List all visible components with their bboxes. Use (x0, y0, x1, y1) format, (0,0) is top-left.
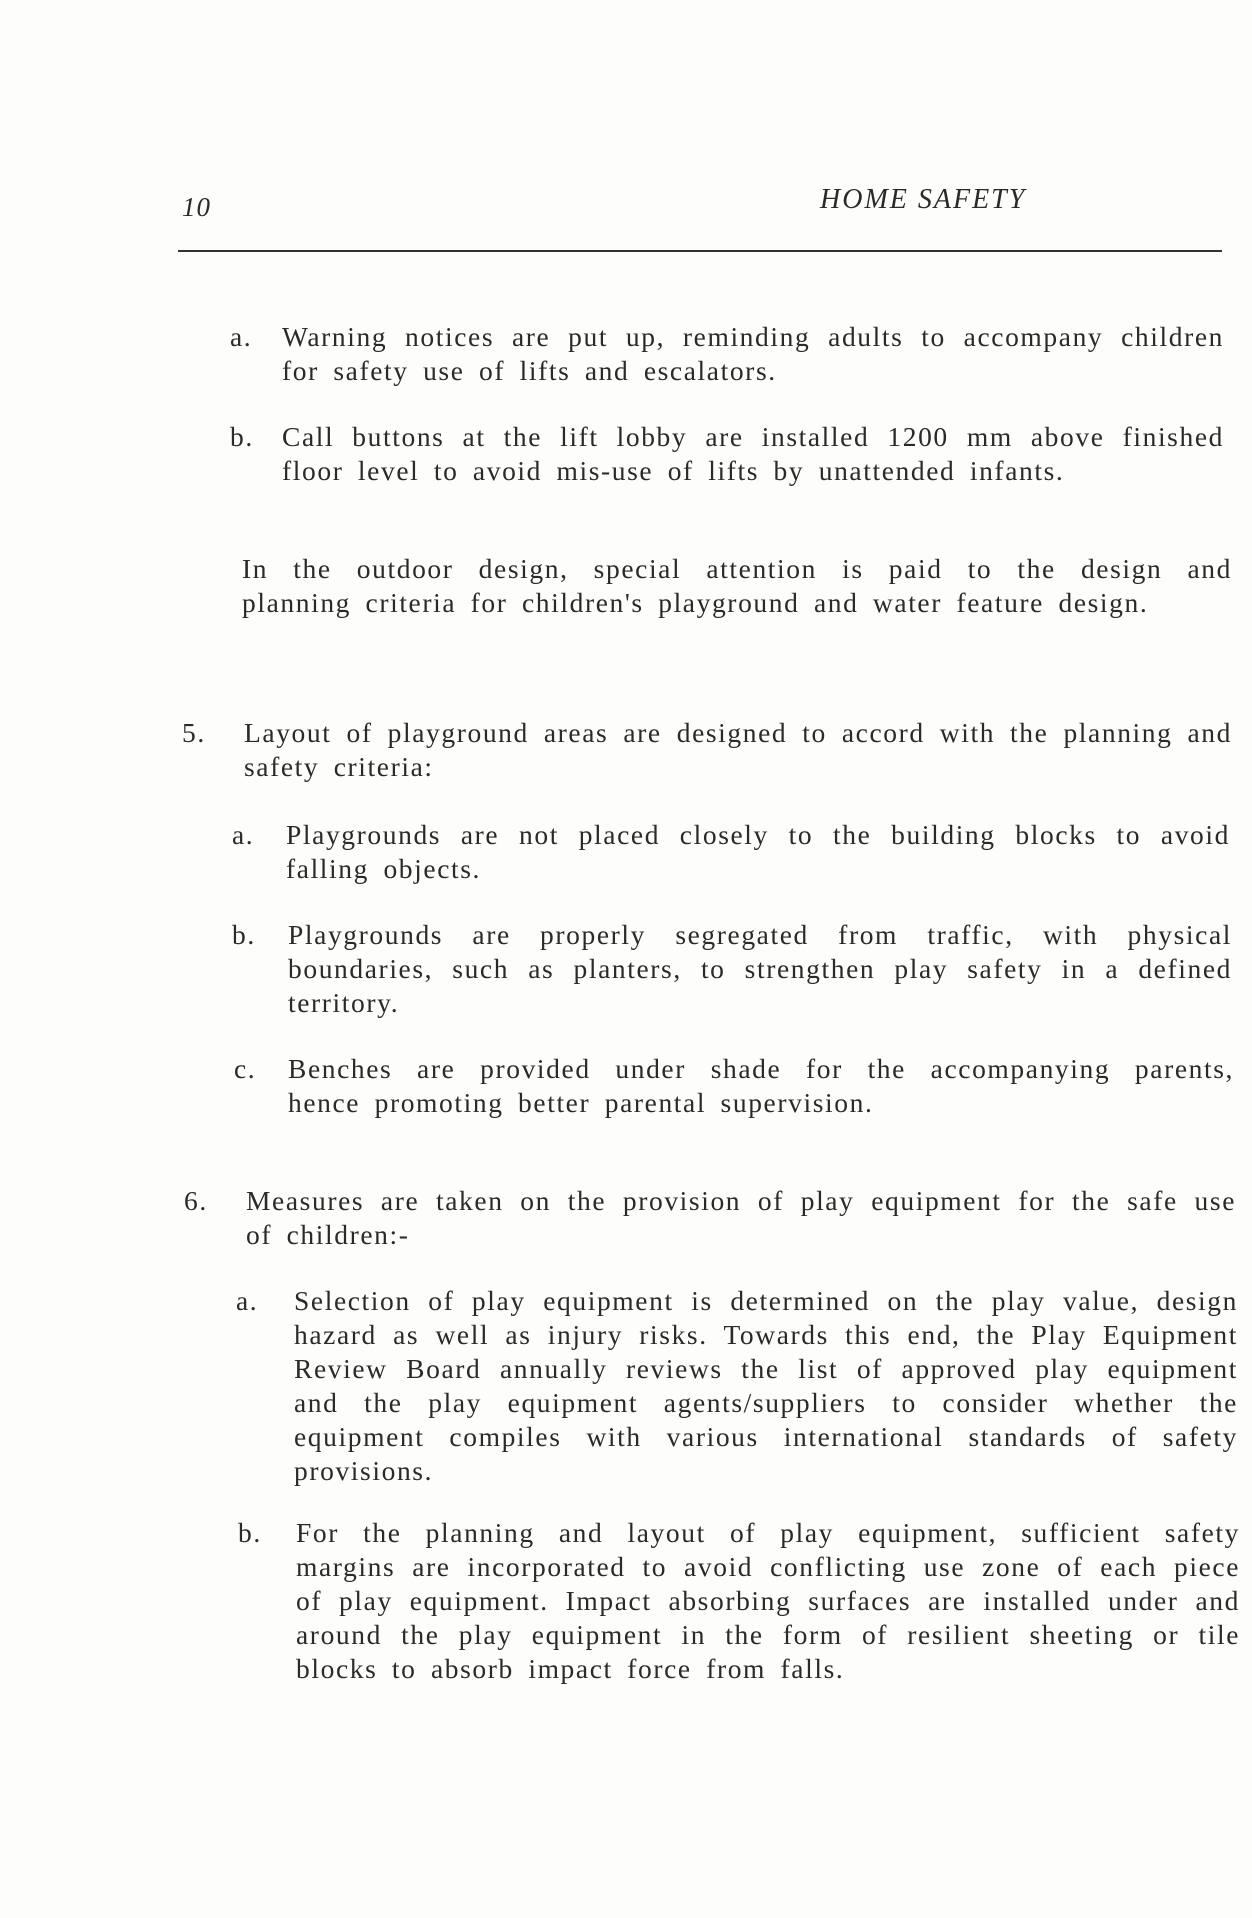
section-number: 5. (182, 717, 206, 748)
list-item-text: Playgrounds are not placed closely to the building blocks to avoid falling objects. (286, 819, 1230, 884)
outdoor-design-paragraph: In the outdoor design, special attention is paid to the design and planning criteria for children's playground and water feature design. (242, 553, 1232, 618)
list-marker: b. (230, 421, 254, 452)
list-marker: c. (234, 1053, 257, 1084)
list-item-text: Benches are provided under shade for the accompanying parents, hence promoting better parental supervision. (288, 1053, 1234, 1118)
list-item-text: Playgrounds are properly segregated from traffic, with physical boundaries, such as planters, to strengthen play safety in a defined territory. (288, 919, 1232, 1018)
page-number: 10 (182, 192, 211, 222)
section-text: Measures are taken on the provision of play equipment for the safe use of children:- (246, 1185, 1236, 1250)
list-item-text: Warning notices are put up, reminding adults to accompany children for safety use of lifts and escalators. (282, 321, 1224, 386)
list-marker: a. (230, 321, 253, 352)
header-rule (178, 250, 1222, 252)
list-marker: a. (236, 1285, 259, 1316)
list-marker: b. (238, 1517, 262, 1548)
section-number: 6. (184, 1185, 208, 1216)
running-title: HOME SAFETY (820, 184, 1027, 215)
list-marker: b. (232, 919, 256, 950)
list-item-text: Call buttons at the lift lobby are installed 1200 mm above finished floor level to avoid mis-use of lifts by unattended infants. (282, 421, 1224, 486)
list-marker: a. (232, 819, 255, 850)
list-item-text: Selection of play equipment is determined on the play value, design hazard as well as injury risks. Towards this end, the Play Equipment Review Board annually reviews the list of approved play equipment and the play equipment agents/suppliers to consider whether the equipment compiles with various international standards of safety provisions. (294, 1285, 1238, 1486)
section-text: Layout of playground areas are designed to accord with the planning and safety criteria: (244, 717, 1232, 782)
list-item-text: For the planning and layout of play equipment, sufficient safety margins are incorporated to avoid conflicting use zone of each piece of play equipment. Impact absorbing surfaces are installed under and around the play equipment in the form of resilient sheeting or tile blocks to absorb impact force from falls. (296, 1517, 1240, 1684)
